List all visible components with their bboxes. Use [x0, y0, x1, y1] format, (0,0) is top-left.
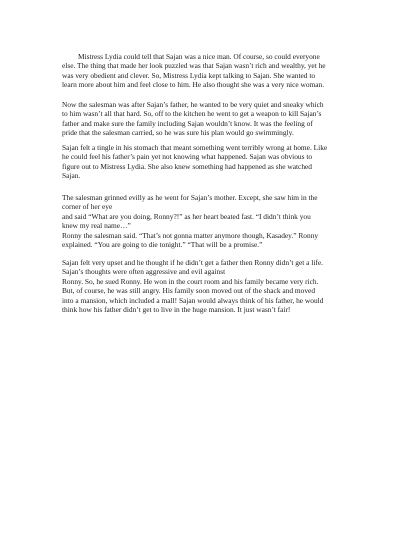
text-line: knew my real name…” [62, 221, 131, 231]
paragraph-4 [62, 193, 372, 249]
text-line: Mistress Lydia could tell that Sajan was a nice man. Of course, so could everyone [78, 52, 320, 61]
text-line: he could feel his father’s pain yet not knowing what happened. Sajan was obvious to [62, 152, 313, 162]
text-line: pride that the salesman carried, so he was sure his plan would go swimmingly. [62, 128, 294, 138]
text-line: But, of course, he was still angry. His family soon moved out of the shack and moved [62, 286, 316, 296]
paragraph-5 [62, 258, 372, 314]
text-line: and said “What are you doing, Ronny?!” as her heart beated fast. “I didn’t think you [62, 211, 311, 221]
text-line: Now the salesman was after Sajan’s father, he wanted to be very quiet and sneaky which [62, 100, 324, 109]
text-line: Sajan. [62, 171, 81, 181]
paragraph-1 [62, 52, 372, 90]
text-line: learn more about him and feel close to him. He also thought she was a very nice woman. [62, 80, 325, 90]
text-line: think how his father didn’t get to live in the huge mansion. It just wasn’t fair! [62, 305, 291, 315]
text-line: Sajan’s thoughts were often aggressive and evil against [62, 267, 226, 277]
text-line: else. The thing that made her look puzzled was that Sajan wasn’t rich and wealthy, yet he [62, 61, 326, 71]
paragraph-2 [62, 100, 372, 138]
text-line: father and make sure the family including Sajan wouldn’t know. It was the feeling of [62, 118, 313, 128]
paragraph-3 [62, 143, 372, 181]
text-line: to him wasn’t all that hard. So, off to the kitchen he went to get a weapon to kill Sajan’s [62, 109, 322, 119]
text-line: figure out to Mistress Lydia. She also knew something had happened as she watched [62, 161, 312, 171]
text-line: The salesman grinned evilly as he went for Sajan’s mother. Except, she saw him in the [62, 193, 318, 202]
text-line: Sajan felt a tingle in his stomach that meant something went terribly wrong at home. Like [62, 143, 328, 152]
text-line: explained. “You are going to die tonight.” “That will be a promise.” [62, 240, 263, 250]
text-line: into a mansion, which included a mall! Sajan would always think of his father, he would [62, 295, 324, 305]
text-line: was very obedient and clever. So, Mistress Lydia kept talking to Sajan. She wanted to [62, 70, 316, 80]
text-line: corner of her eye [62, 202, 113, 212]
text-line: Ronny the salesman said. “That’s not gonna matter anymore though, Kasadey.” Ronny [62, 230, 319, 240]
text-line: Sajan felt very upset and he thought if he didn’t get a father then Ronny didn’t get a life. [62, 258, 323, 267]
text-line: Ronny. So, he sued Ronny. He won in the court room and his family became very rich. [62, 276, 319, 286]
